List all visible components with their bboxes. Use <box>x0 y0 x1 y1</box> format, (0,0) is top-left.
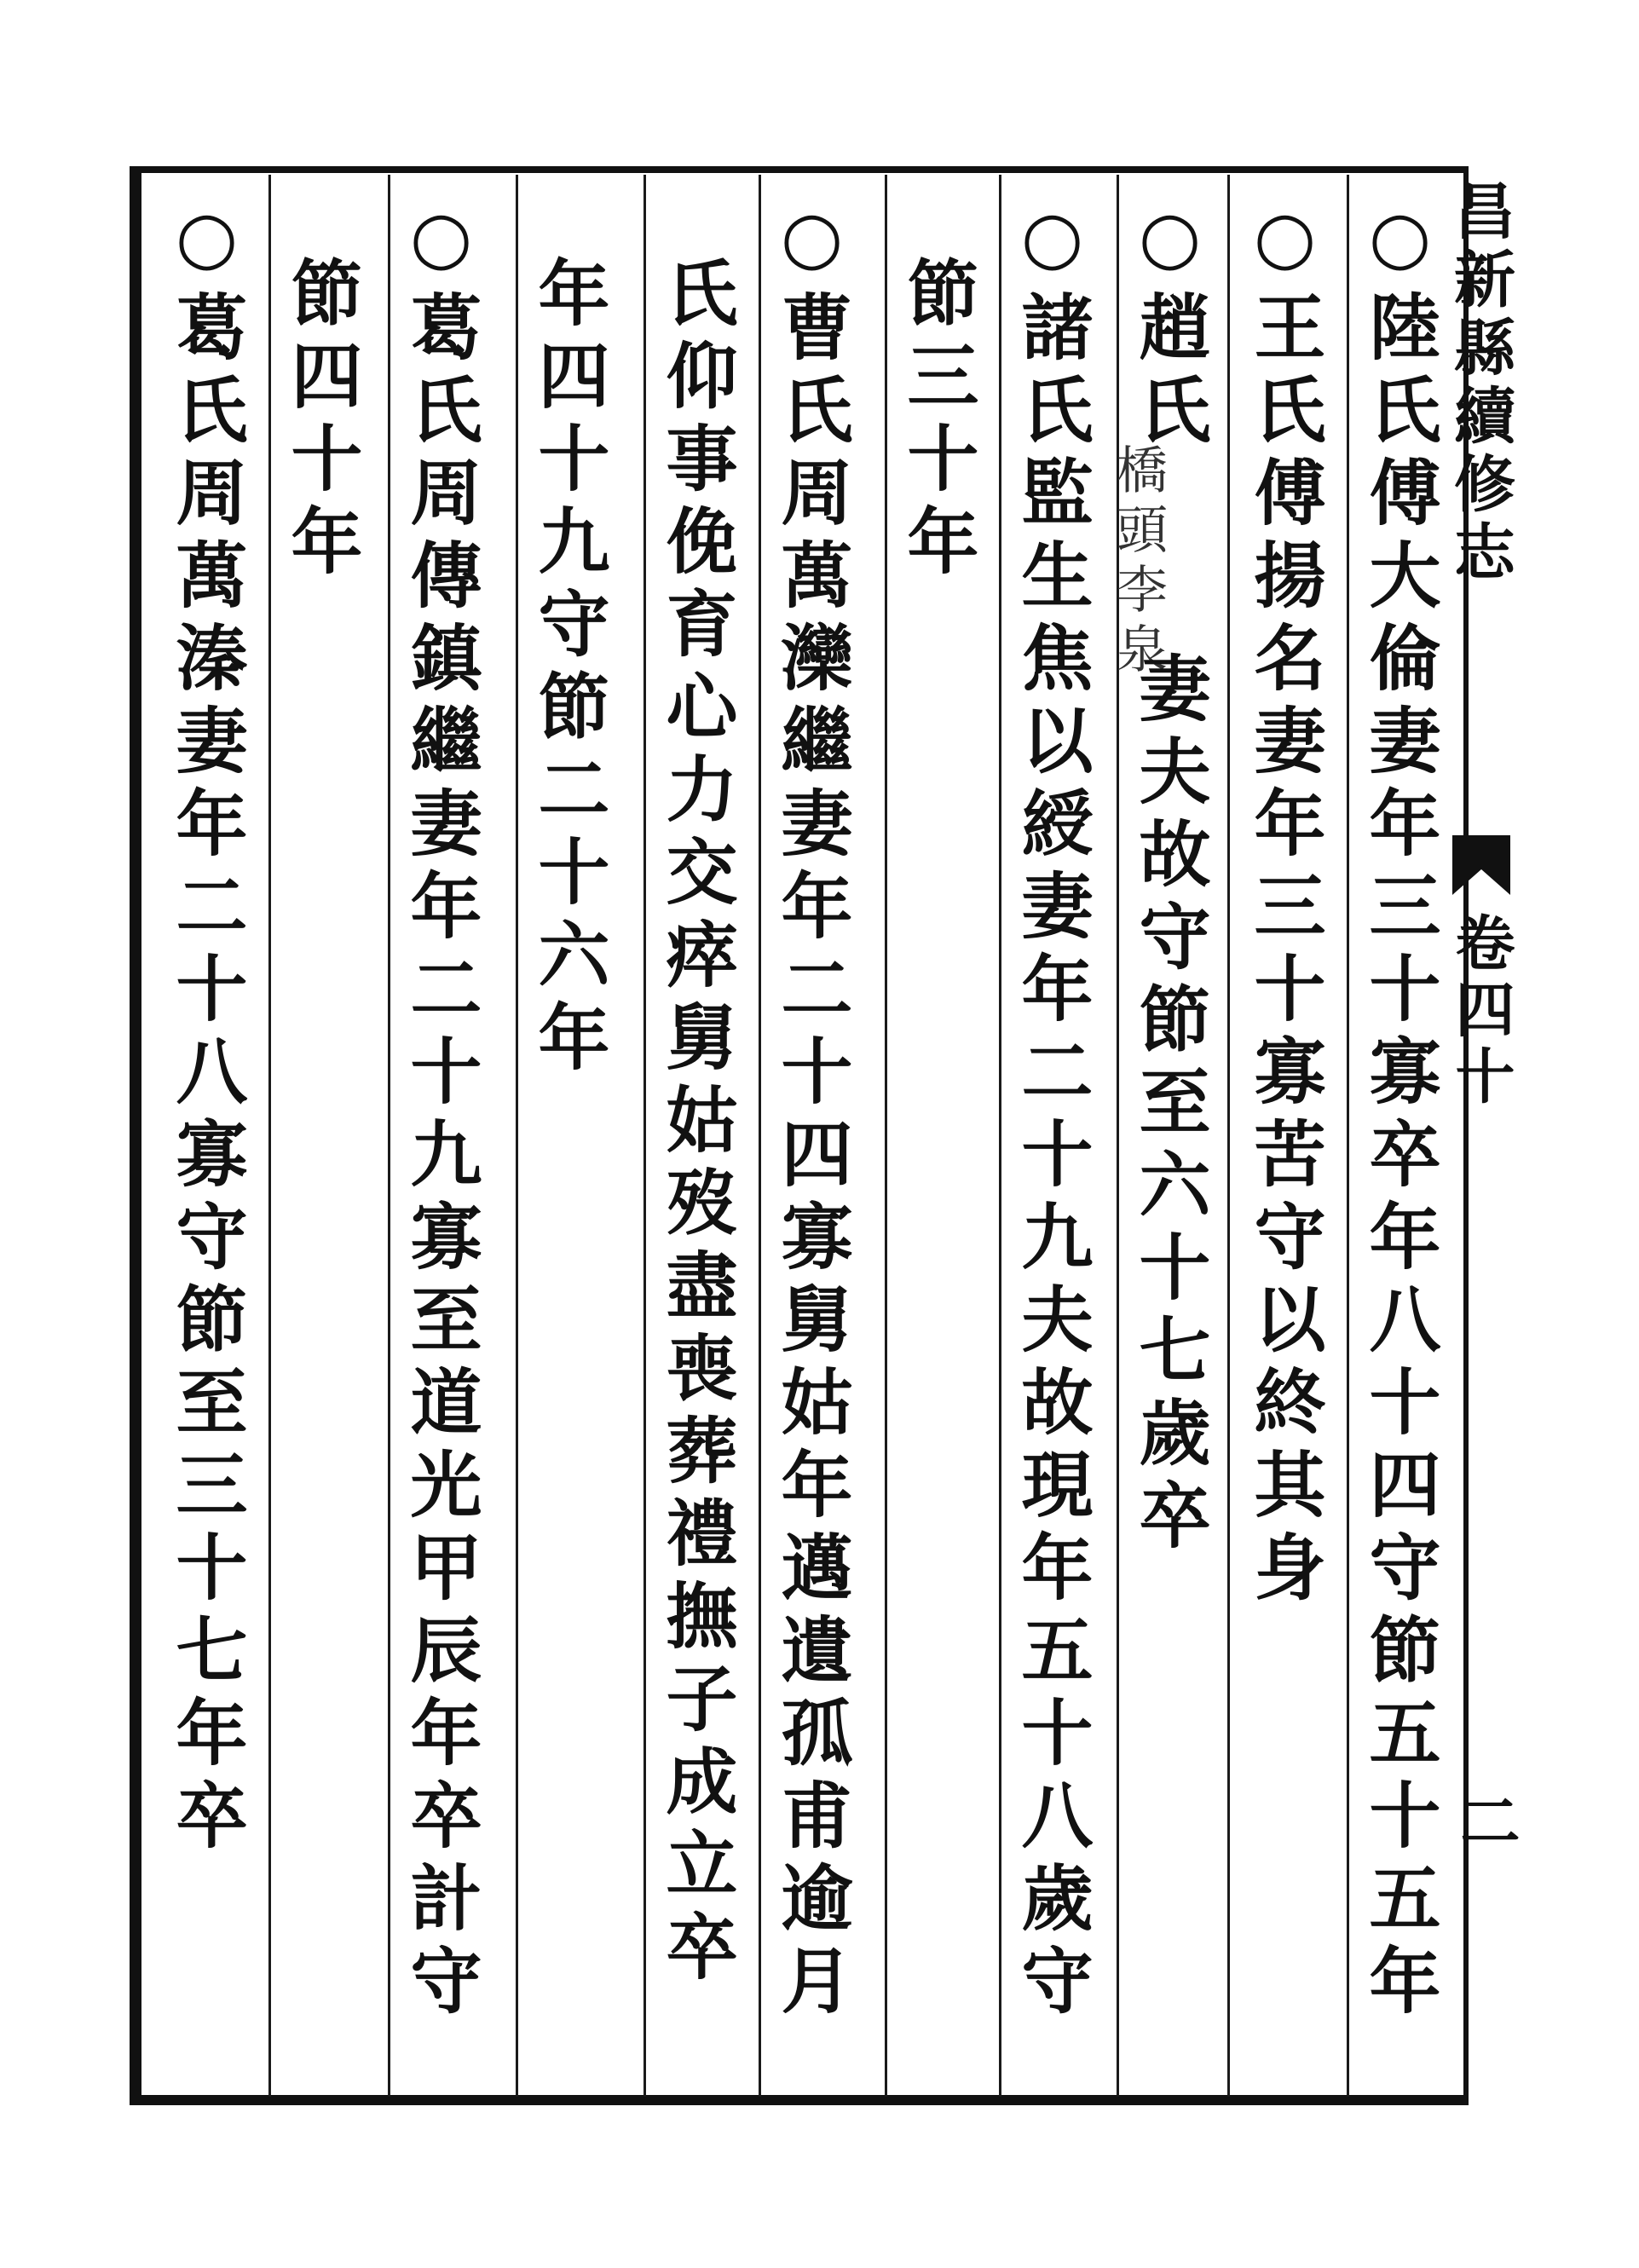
text-column-7: 氏仰事俛育心力交瘁舅姑歿盡喪葬禮撫子成立卒 <box>655 256 739 1992</box>
interlinear-note: 橋頭李泉 <box>1108 443 1168 682</box>
column-rule <box>1347 175 1349 2097</box>
fish-tail-mark-icon <box>1452 835 1510 895</box>
column-rule <box>759 175 761 2097</box>
column-rule <box>999 175 1001 2097</box>
column-rule <box>885 175 887 2097</box>
page-margin-header <box>1444 128 1521 2105</box>
text-column-4: ○諸氏監生焦以綬妻年二十九夫故現年五十八歲守 <box>1010 194 1094 2026</box>
text-column-3-tail: 妻夫故守節至六十七歲卒 <box>1128 651 1212 1561</box>
folio-number: 二 <box>1451 1790 1521 1850</box>
text-column-6: ○曹氏周萬灤繼妻年二十四寡舅姑年邁遺孤甫逾月 <box>770 194 854 2026</box>
text-column-9: ○葛氏周傳鎮繼妻年二十九寡至道光甲辰年卒計守 <box>399 194 483 2026</box>
text-column-3-head: ○趙氏 <box>1128 194 1212 455</box>
column-rule <box>268 175 271 2097</box>
text-column-11: ○葛氏周萬溱妻年二十八寡守節至三十七年卒 <box>164 194 249 1861</box>
text-column-10: 節四十年 <box>280 256 364 586</box>
column-rule <box>516 175 518 2097</box>
book-title: 昌新縣續修志 <box>1444 179 1516 588</box>
text-column-1: ○陸氏傅大倫妻年三十寡卒年八十四守節五十五年 <box>1358 194 1442 2026</box>
text-column-2: ○王氏傅揚名妻年三十寡苦守以終其身 <box>1243 194 1327 1613</box>
volume-label: 卷四十 <box>1446 912 1516 1111</box>
column-rule <box>643 175 646 2097</box>
column-rule <box>1227 175 1230 2097</box>
text-column-5: 節三十年 <box>896 256 980 586</box>
column-rule <box>388 175 390 2097</box>
text-column-8: 年四十九守節二十六年 <box>527 256 611 1082</box>
